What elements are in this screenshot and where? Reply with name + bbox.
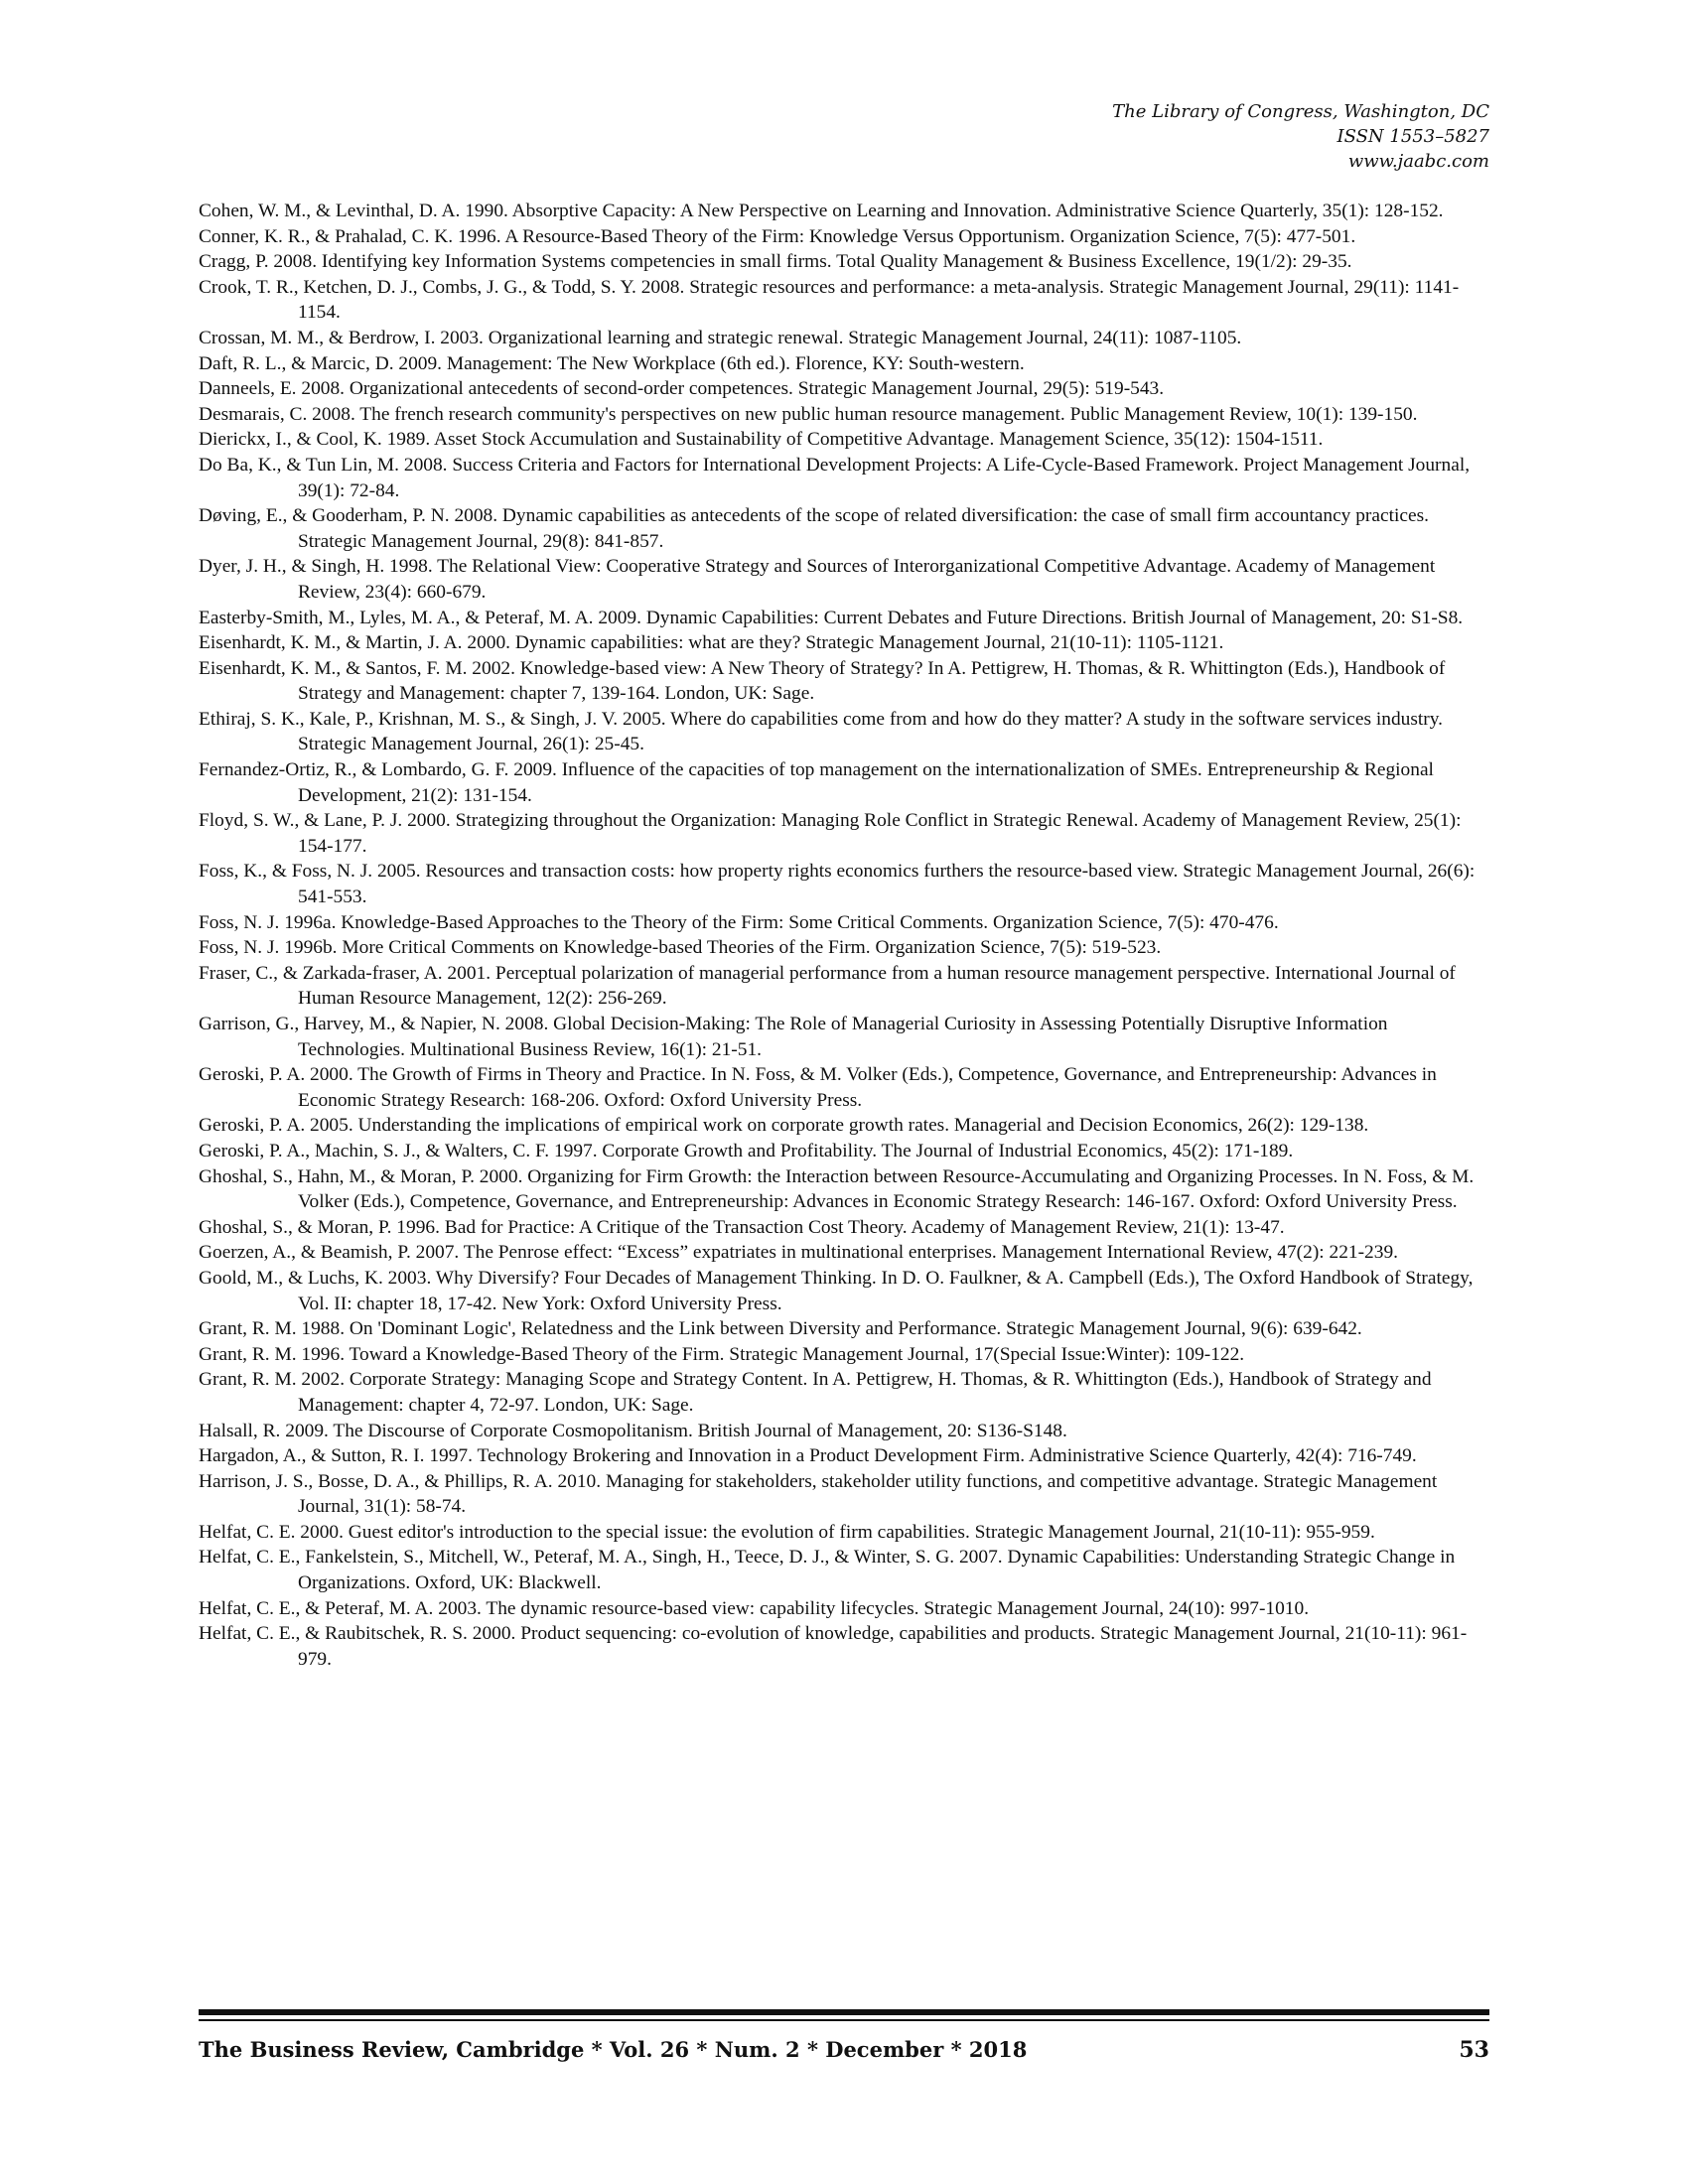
page-number: 53 xyxy=(1459,2037,1489,2063)
reference-entry: Danneels, E. 2008. Organizational antecedents of second-order competences. Strategic Management Journal, 29(5): 519-543. xyxy=(199,378,1165,400)
reference-entry: Foss, N. J. 1996a. Knowledge-Based Approaches to the Theory of the Firm: Some Critical Comments. Organization Science, 7(5): 470-476. xyxy=(199,911,1279,933)
reference-entry: Grant, R. M. 1996. Toward a Knowledge-Based Theory of the Firm. Strategic Management Journal, 17(Special Issue:Winter): 109-122. xyxy=(199,1343,1245,1365)
reference-entry: Fernandez-Ortiz, R., & Lombardo, G. F. 2009. Influence of the capacities of top management on the internationalization of SMEs. Entrepreneurship & Regional Development, 21(2): 131-154. xyxy=(199,759,1434,806)
header-library-line: The Library of Congress, Washington, DC xyxy=(1112,101,1489,122)
reference-entry: Helfat, C. E., & Peteraf, M. A. 2003. The dynamic resource-based view: capability lifecycles. Strategic Management Journal, 24(10): 997-1010. xyxy=(199,1597,1310,1619)
reference-entry: Eisenhardt, K. M., & Santos, F. M. 2002. Knowledge-based view: A New Theory of Strategy? In A. Pettigrew, H. Thomas, & R. Whittington (Eds.), Handbook of Strategy and Management: chapter 7, 139-164. London, UK: Sage. xyxy=(199,657,1446,705)
footer-rule-thick xyxy=(199,2009,1489,2015)
header-issn-line: ISSN 1553–5827 xyxy=(1336,126,1489,147)
reference-entry: Foss, N. J. 1996b. More Critical Comments on Knowledge-based Theories of the Firm. Organization Science, 7(5): 519-523. xyxy=(199,937,1162,959)
reference-entry: Crossan, M. M., & Berdrow, I. 2003. Organizational learning and strategic renewal. Strategic Management Journal, 24(11): 1087-1105. xyxy=(199,327,1242,348)
reference-entry: Floyd, S. W., & Lane, P. J. 2000. Strategizing throughout the Organization: Managing Role Conflict in Strategic Renewal. Academy of Management Review, 25(1): 154-177. xyxy=(199,810,1462,857)
reference-entry: Desmarais, C. 2008. The french research community's perspectives on new public human resource management. Public Management Review, 10(1): 139-150. xyxy=(199,403,1418,425)
reference-entry: Helfat, C. E., Fankelstein, S., Mitchell, W., Peteraf, M. A., Singh, H., Teece, D. J., & Winter, S. G. 2007. Dynamic Capabilities: Understanding Strategic Change in Organizations. Oxford, UK: Blackwell. xyxy=(199,1547,1456,1594)
reference-entry: Grant, R. M. 1988. On 'Dominant Logic', Relatedness and the Link between Diversity and Performance. Strategic Management Journal, 9(6): 639-642. xyxy=(199,1318,1362,1340)
reference-entry: Ethiraj, S. K., Kale, P., Krishnan, M. S., & Singh, J. V. 2005. Where do capabilities come from and how do they matter? A study in the software services industry. Strategic Management Journal, 26(1): 25-45. xyxy=(199,708,1444,755)
reference-entry: Dyer, J. H., & Singh, H. 1998. The Relational View: Cooperative Strategy and Sources of Interorganizational Competitive Advantage. Academy of Management Review, 23(4): 660-679. xyxy=(199,556,1436,603)
reference-entry: Dierickx, I., & Cool, K. 1989. Asset Stock Accumulation and Sustainability of Competitive Advantage. Management Science, 35(12): 1504-1511. xyxy=(199,429,1324,451)
reference-entry: Eisenhardt, K. M., & Martin, J. A. 2000. Dynamic capabilities: what are they? Strategic Management Journal, 21(10-11): 1105-1121. xyxy=(199,632,1224,654)
reference-entry: Crook, T. R., Ketchen, D. J., Combs, J. G., & Todd, S. Y. 2008. Strategic resources and performance: a meta-analysis. Strategic Management Journal, 29(11): 1141-1154. xyxy=(199,276,1460,324)
footer-rule-thin xyxy=(199,2019,1489,2021)
reference-entry: Cohen, W. M., & Levinthal, D. A. 1990. Absorptive Capacity: A New Perspective on Learning and Innovation. Administrative Science Quarterly, 35(1): 128-152. xyxy=(199,201,1444,221)
reference-entry: Hargadon, A., & Sutton, R. I. 1997. Technology Brokering and Innovation in a Product Development Firm. Administrative Science Quarterly, 42(4): 716-749. xyxy=(199,1445,1417,1467)
reference-entry: Harrison, J. S., Bosse, D. A., & Phillips, R. A. 2010. Managing for stakeholders, stakeholder utility functions, and competitive advantage. Strategic Management Journal, 31(1): 58-74. xyxy=(199,1470,1438,1518)
header-website-line: www.jaabc.com xyxy=(1347,151,1489,172)
footer-journal-info: The Business Review, Cambridge * Vol. 26 * Num. 2 * December * 2018 xyxy=(199,2037,1028,2062)
reference-entry: Daft, R. L., & Marcic, D. 2009. Management: The New Workplace (6th ed.). Florence, KY: South-western. xyxy=(199,352,1025,374)
reference-entry: Geroski, P. A., Machin, S. J., & Walters, C. F. 1997. Corporate Growth and Profitability. The Journal of Industrial Economics, 45(2): 171-189. xyxy=(199,1140,1294,1161)
reference-entry: Helfat, C. E., & Raubitschek, R. S. 2000. Product sequencing: co-evolution of knowledge, capabilities and products. Strategic Management Journal, 21(10-11): 961-979. xyxy=(199,1623,1468,1670)
reference-entry: Geroski, P. A. 2005. Understanding the implications of empirical work on corporate growth rates. Managerial and Decision Economics, 26(2): 129-138. xyxy=(199,1115,1369,1137)
reference-entry: Ghoshal, S., & Moran, P. 1996. Bad for Practice: A Critique of the Transaction Cost Theory. Academy of Management Review, 21(1): 13-47. xyxy=(199,1216,1285,1238)
reference-entry: Garrison, G., Harvey, M., & Napier, N. 2008. Global Decision-Making: The Role of Managerial Curiosity in Assessing Potentially Disruptive Information Technologies. Multinational Business Review, 16(1): 21-51. xyxy=(199,1014,1388,1060)
reference-entry: Grant, R. M. 2002. Corporate Strategy: Managing Scope and Strategy Content. In A. Pettigrew, H. Thomas, & R. Whittington (Eds.), Handbook of Strategy and Management: chapter 4, 72-97. London, UK: Sage. xyxy=(199,1369,1432,1416)
reference-entry: Halsall, R. 2009. The Discourse of Corporate Cosmopolitanism. British Journal of Management, 20: S136-S148. xyxy=(199,1420,1067,1441)
page-footer xyxy=(199,2037,1489,2062)
reference-entry: Goerzen, A., & Beamish, P. 2007. The Penrose effect: “Excess” expatriates in multinational enterprises. Management International Review, 47(2): 221-239. xyxy=(199,1242,1398,1264)
reference-entry: Ghoshal, S., Hahn, M., & Moran, P. 2000. Organizing for Firm Growth: the Interaction between Resource-Accumulating and Organizing Processes. In N. Foss, & M. Volker (Eds.), Competence, Governance, and Entrepreneurship: Advances in Economic Strategy Research: 146-167. Oxford: Oxford University Press. xyxy=(199,1165,1475,1213)
reference-entry: Conner, K. R., & Prahalad, C. K. 1996. A Resource-Based Theory of the Firm: Knowledge Versus Opportunism. Organization Science, 7(5): 477-501. xyxy=(199,225,1356,247)
reference-list xyxy=(199,199,1489,1672)
reference-entry: Easterby-Smith, M., Lyles, M. A., & Peteraf, M. A. 2009. Dynamic Capabilities: Current Debates and Future Directions. British Journal of Management, 20: S1-S8. xyxy=(199,607,1464,628)
reference-entry: Helfat, C. E. 2000. Guest editor's introduction to the special issue: the evolution of firm capabilities. Strategic Management Journal, 21(10-11): 955-959. xyxy=(199,1521,1375,1543)
reference-entry: Fraser, C., & Zarkada-fraser, A. 2001. Perceptual polarization of managerial performance from a human resource management perspective. International Journal of Human Resource Management, 12(2): 256-269. xyxy=(199,962,1456,1010)
reference-entry: Goold, M., & Luchs, K. 2003. Why Diversify? Four Decades of Management Thinking. In D. O. Faulkner, & A. Campbell (Eds.), The Oxford Handbook of Strategy, Vol. II: chapter 18, 17-42. New York: Oxford University Press. xyxy=(199,1267,1474,1314)
reference-entry: Foss, K., & Foss, N. J. 2005. Resources and transaction costs: how property rights economics furthers the resource-based view. Strategic Management Journal, 26(6): 541-553. xyxy=(199,861,1476,908)
reference-entry: Do Ba, K., & Tun Lin, M. 2008. Success Criteria and Factors for International Development Projects: A Life-Cycle-Based Framework. Project Management Journal, 39(1): 72-84. xyxy=(199,454,1471,501)
reference-entry: Geroski, P. A. 2000. The Growth of Firms in Theory and Practice. In N. Foss, & M. Volker (Eds.), Competence, Governance, and Entrepreneurship: Advances in Economic Strategy Research: 168-206. Oxford: Oxford University Press. xyxy=(199,1064,1437,1111)
page-header xyxy=(1112,99,1489,174)
reference-entry: Cragg, P. 2008. Identifying key Information Systems competencies in small firms. Total Quality Management & Business Excellence, 19(1/2): 29-35. xyxy=(199,251,1352,273)
reference-entry: Døving, E., & Gooderham, P. N. 2008. Dynamic capabilities as antecedents of the scope of related diversification: the case of small firm accountancy practices. Strategic Management Journal, 29(8): 841-857. xyxy=(199,505,1429,552)
